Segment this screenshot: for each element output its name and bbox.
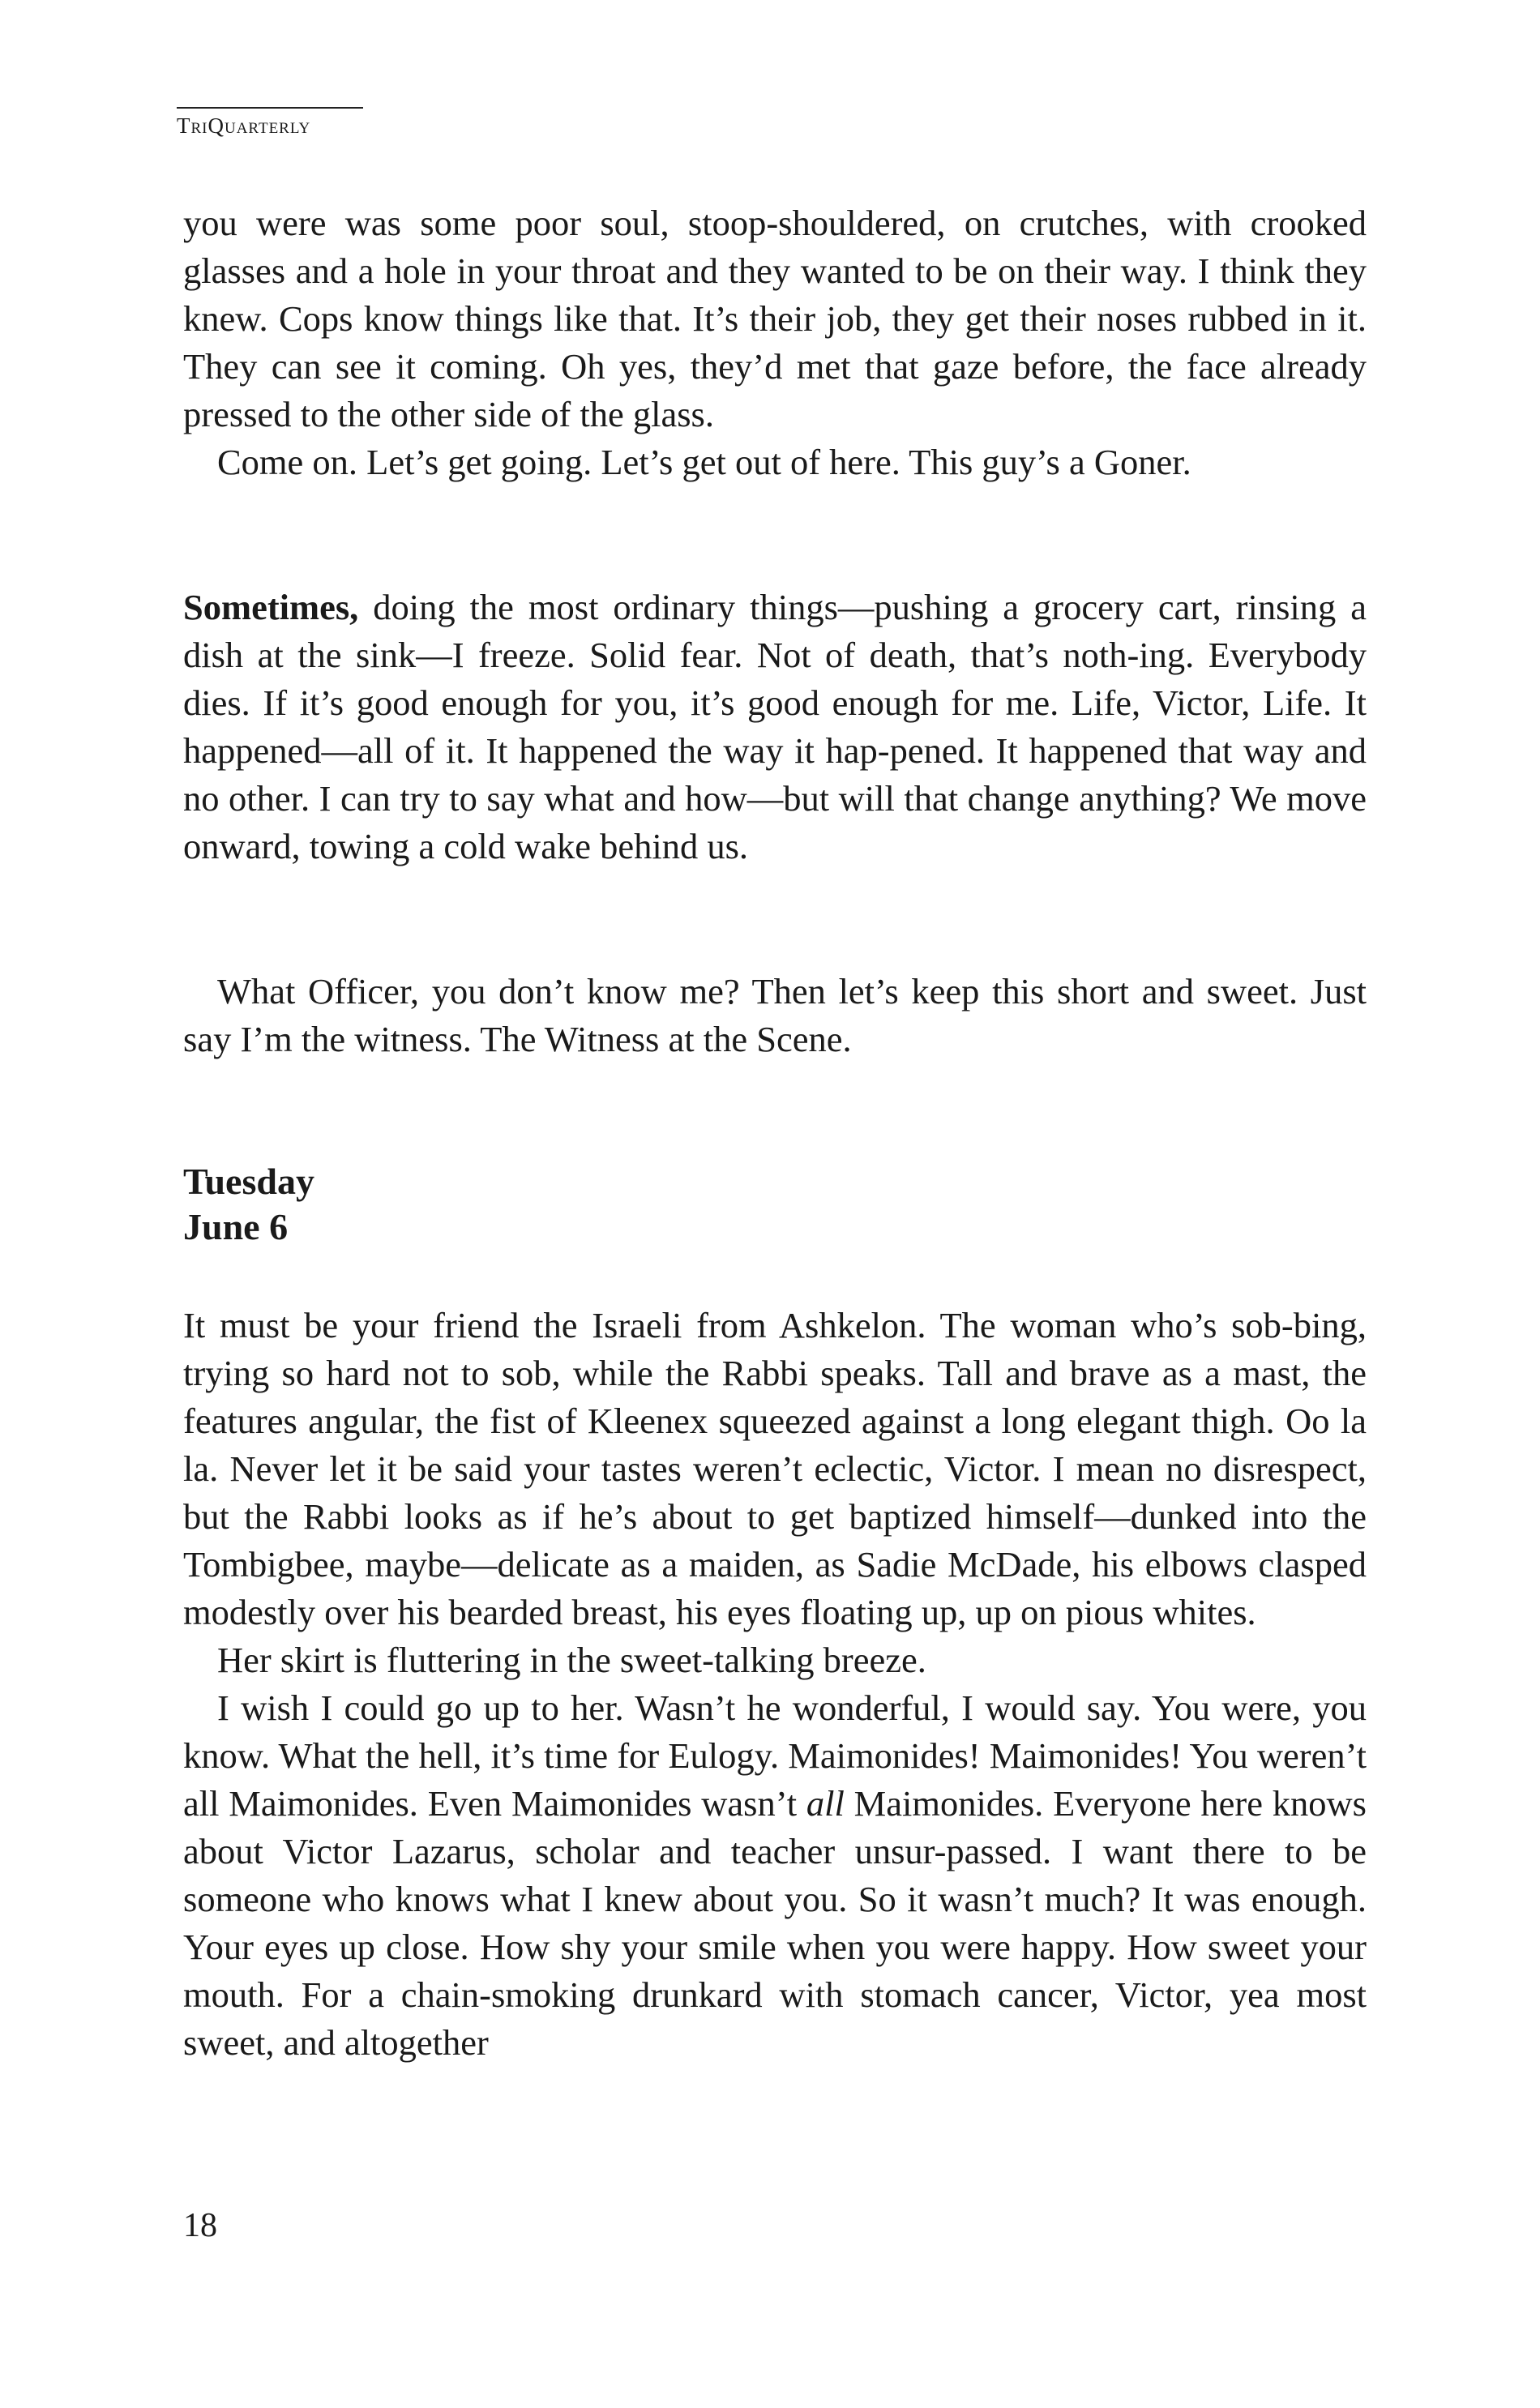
heading-date: June 6	[183, 1206, 289, 1247]
sometimes-section	[183, 584, 1367, 870]
paragraph-dialogue: Come on. Let’s get going. Let’s get out of here. This guy’s a Goner.	[217, 442, 1191, 482]
date-heading	[183, 1159, 314, 1250]
tuesday-section	[183, 1302, 1367, 2067]
paragraph-israeli: It must be your friend the Israeli from Ashkelon. The woman who’s sob-bing, trying so hard not to sob, while the Rabbi speaks. Tall and brave as a mast, the features angular, the fist of Kleenex squeezed against a long elegant thigh. Oo la la. Never let it be said your tastes weren’t eclectic, Victor. I mean no disrespect, but the Rabbi looks as if he’s about to get baptized himself—dunked into the Tombigbee, maybe—delicate as a maiden, as Sadie McDade, his elbows clasped modestly over his bearded breast, his eyes floating up, up on pious whites.	[183, 1305, 1367, 1632]
paragraph-skirt: Her skirt is fluttering in the sweet-talking breeze.	[217, 1640, 926, 1680]
paragraph-witness: What Officer, you don’t know me? Then let’s keep this short and sweet. Just say I’m the witness. The Witness at the Scene.	[183, 971, 1367, 1059]
paragraph-continued: you were was some poor soul, stoop-shouldered, on crutches, with crooked glasses and a hole in your throat and they wanted to be on their way. I think they knew. Cops know things like that. It’s their job, they get their noses rubbed in it. They can see it coming. Oh yes, they’d met that gaze before, the face already pressed to the other side of the glass.	[183, 203, 1367, 434]
running-head: TriQuarterly	[177, 113, 311, 138]
paragraph-eulogy	[183, 1684, 1367, 2067]
eulogy-text-1: I wish I could go up to her. Wasn’t he wonderful, I would say. You were, you know. What the hell, it’s time for Eulogy. Maimonides! Maimonides! You weren’t all Maimonides. Even Maimonides wasn’t	[183, 1687, 1367, 1824]
opening-section	[183, 199, 1367, 486]
paragraph-sometimes-body: doing the most ordinary things—pushing a grocery cart, rinsing a dish at the sink—I freeze. Solid fear. Not of death, that’s noth-ing. Everybody dies. If it’s good enough for you, it’s good enough for me. Life, Victor, Life. It happened—all of it. It happened the way it hap-pened. It happened that way and no other. I can try to say what and how—but will that change anything? We move onward, towing a cold wake behind us.	[183, 587, 1367, 866]
eulogy-emphasis: all	[806, 1783, 845, 1824]
witness-section	[183, 968, 1367, 1063]
running-head-rule	[177, 107, 363, 109]
eulogy-text-2: Maimonides. Everyone here knows about Victor Lazarus, scholar and teacher unsur-passed. I want there to be someone who knows what I knew about you. So it wasn’t much? It was enough. Your eyes up close. How shy your smile when you were happy. How sweet your mouth. For a chain-smoking drunkard with stomach cancer, Victor, yea most sweet, and altogether	[183, 1783, 1367, 2063]
paragraph-sometimes	[183, 584, 1367, 870]
lead-in-bold: Sometimes,	[183, 587, 359, 627]
page-number: 18	[183, 2207, 217, 2244]
heading-day: Tuesday	[183, 1161, 314, 1202]
